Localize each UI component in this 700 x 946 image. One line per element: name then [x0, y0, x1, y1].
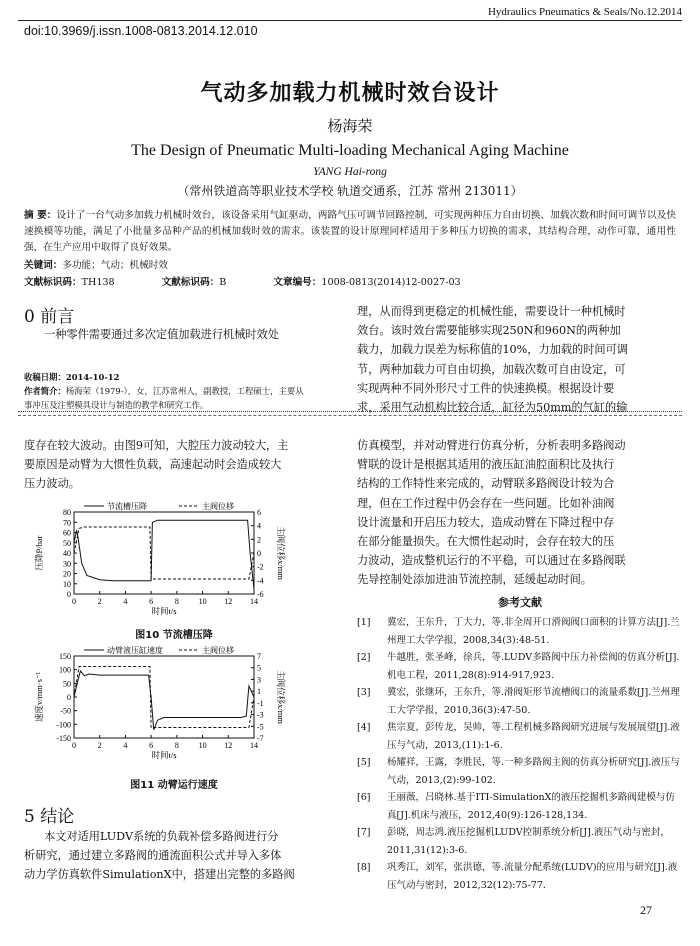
- y-tick-label: 20: [63, 569, 71, 579]
- figure-10-caption: 图10 节流槽压降: [135, 630, 213, 641]
- conclusion-text: [24, 827, 344, 885]
- x-tick-label: 2: [97, 597, 102, 606]
- y2-tick-label: -4: [257, 576, 264, 586]
- y2-tick-label: -6: [257, 590, 264, 599]
- footnote: [24, 370, 344, 412]
- page-divider-secondary: [18, 415, 682, 416]
- page-number: 27: [640, 903, 652, 917]
- y-tick-label: -150: [56, 734, 71, 743]
- reference-item: [2] 牛越胜，张圣峰，徐兵，等.LUDV多路阀中压力补偿阀的仿真分析[J].机电工程，2011,28(8):914-917,923.: [357, 652, 680, 681]
- x-tick-label: 6: [149, 597, 154, 606]
- title-en: The Design of Pneumatic Multi-loading Mechanical Aging Machine: [131, 142, 569, 159]
- article-meta: [24, 274, 676, 288]
- x-tick-label: 14: [250, 597, 258, 606]
- x-tick-label: 2: [97, 741, 102, 750]
- y2-tick-label: -3: [257, 710, 264, 720]
- reference-item: [4] 焦宗夏，彭传龙，吴帅，等.工程机械多路阀研究进展与发展展望[J].液压与气动，2013,(11):1-6.: [357, 722, 680, 751]
- x-tick-label: 4: [123, 597, 128, 606]
- x-tick-label: 6: [149, 741, 154, 750]
- y-tick-label: -100: [56, 720, 71, 730]
- keywords: [24, 257, 676, 271]
- text-line: 动力学仿真软件SimulationX中，搭建出完整的多路阀: [24, 868, 295, 882]
- page-divider: [18, 411, 682, 412]
- text-line: 力波动，造成整机运行的不平稳，可以通过在多路阀联: [357, 554, 626, 568]
- text-line: 先导控制处添加进油节流控制，延缓起动时间。: [357, 573, 592, 587]
- page-title: 气动多加载力机械时效台设计: [200, 81, 500, 106]
- text-line: 度存在较大波动。由图9可知，大腔压力波动较大，主: [24, 439, 289, 452]
- y2-axis-label: 主阀位移x/mm: [276, 670, 286, 724]
- doc-code: 文献标识码：B: [161, 277, 227, 288]
- plot-frame: [74, 656, 254, 738]
- text-line: 理，从而得到更稳定的机械性能，需要设计一种机械时: [357, 305, 626, 318]
- intro-right-text: [357, 302, 683, 417]
- y-tick-label: 50: [63, 538, 71, 548]
- y-tick-label: 70: [63, 518, 71, 528]
- reference-item: [8] 巩秀江，刘军，张洪德，等.流量分配系统(LUDV)的应用与研究[J].液压气动与密封，2012,32(12):75-77.: [357, 862, 678, 891]
- series-line-1: [74, 671, 254, 730]
- series-line-2: [74, 527, 254, 579]
- author-cn: 杨海荣: [327, 117, 373, 135]
- references-heading: 参考文献: [498, 596, 542, 609]
- x-tick-label: 10: [198, 741, 207, 750]
- y2-tick-label: 6: [257, 508, 261, 517]
- text-line: 要原因是动臂为大惯性负载，高速起动时会造成较大: [24, 458, 282, 472]
- text-line: 结构的工作特性来完成的，动臂联多路阀设计较为合: [357, 477, 615, 491]
- reference-item: [1] 冀宏，王东升，丁大力，等.非全周开口滑阀阀口面积的计算方法[J].兰州理工大学学报，2008,34(3):48-51.: [357, 617, 680, 646]
- y2-tick-label: 5: [257, 663, 261, 673]
- journal-header: Hydraulics Pneumatics & Seals/No.12.2014: [487, 6, 682, 18]
- y2-tick-label: -1: [257, 698, 264, 708]
- x-axis-label: 时间t/s: [151, 750, 177, 760]
- figure-11-caption: 图11 动臂运行速度: [130, 780, 218, 791]
- keywords-label: 关键词：: [24, 260, 63, 271]
- y-axis-label: 压降P/bar: [34, 535, 44, 571]
- y-tick-label: -50: [60, 706, 71, 716]
- text-line: 理，但在工作过程中仍会存在一些问题。比如补油阀: [357, 496, 615, 510]
- y2-tick-label: 4: [257, 521, 261, 531]
- right-lower-text: [357, 436, 683, 590]
- y2-tick-label: 3: [257, 675, 261, 685]
- y-tick-label: 150: [59, 652, 71, 661]
- section-heading-5: 5 结论: [24, 807, 75, 827]
- text-line: 臂联的设计是根据其适用的液压缸油腔面积比及执行: [357, 458, 615, 472]
- text-line: 节，两种加载力可自由切换，加载次数可自由设定，可: [357, 362, 626, 376]
- text-line: 在部分能量损失。在大惯性起动时，会存在较大的压: [357, 535, 615, 549]
- y2-tick-label: -5: [257, 722, 264, 732]
- reference-item: [7] 彭晓，周志鸿.液压挖掘机LUDV控制系统分析[J].液压气动与密封，2011,31(12):3-6.: [357, 827, 670, 856]
- y-tick-label: 60: [63, 528, 71, 538]
- y-tick-label: 10: [63, 579, 71, 589]
- abstract: [24, 208, 676, 256]
- x-tick-label: 8: [174, 597, 179, 606]
- text-line: 析研究，通过建立多路阀的通流面积公式并导入多体: [24, 849, 282, 863]
- y-tick-label: 80: [63, 508, 71, 517]
- x-tick-label: 12: [224, 741, 233, 750]
- y-tick-label: 50: [63, 679, 71, 689]
- y2-tick-label: -2: [257, 562, 264, 572]
- x-tick-label: 14: [250, 741, 258, 750]
- author-bio: 作者简介：杨海荣（1979-），女，江苏常州人，副教授，工程硕士，主要从: [24, 386, 304, 396]
- legend-label-a: 节流槽压降: [107, 502, 147, 511]
- legend-label-b: 主阀位移: [202, 646, 234, 655]
- author-en: YANG Hai-rong: [313, 166, 387, 178]
- text-line: 效台。该时效台需要能够实现250N和960N的两种加: [357, 324, 621, 338]
- x-tick-label: 0: [72, 741, 76, 750]
- text-line: 压力波动。: [24, 477, 80, 491]
- y-tick-label: 0: [67, 693, 71, 702]
- x-tick-label: 10: [198, 597, 207, 606]
- series-line-2: [74, 667, 254, 728]
- x-tick-label: 12: [224, 597, 233, 606]
- text-line: 仿真模型，并对动臂进行仿真分析，分析表明多路阀动: [357, 439, 626, 452]
- text-line: 本文对适用LUDV系统的负载补偿多路阀进行分: [44, 830, 279, 843]
- y-tick-label: 0: [67, 590, 71, 599]
- x-axis-label: 时间t/s: [151, 606, 177, 616]
- y2-tick-label: 2: [257, 535, 261, 545]
- clc-code: 文献标识码：TH138: [24, 277, 115, 288]
- figure-11-chart: [30, 644, 300, 769]
- y2-tick-label: 1: [257, 687, 261, 697]
- y2-tick-label: 0: [257, 549, 261, 558]
- lower-left-text: [24, 436, 344, 494]
- legend-label-a: 动臂液压缸速度: [107, 646, 163, 655]
- article-number: 文章编号：1008-0813(2014)12-0027-03: [273, 277, 461, 288]
- text-line: 载力，加载力误差为标称值的10%，力加载的时间可调: [357, 343, 628, 357]
- y-tick-label: 100: [59, 665, 71, 675]
- x-tick-label: 0: [72, 597, 76, 606]
- text-line: 设计流量和开启压力较大，造成动臂在下降过程中存: [357, 515, 615, 529]
- x-tick-label: 4: [123, 741, 128, 750]
- x-tick-label: 8: [174, 741, 179, 750]
- references-list: [357, 614, 683, 894]
- text-line: 求，采用气动机构比较合适，缸径为50mm的气缸的输: [357, 401, 628, 415]
- y-axis-label: 速度v/mm·s⁻¹: [34, 671, 44, 723]
- keywords-text: 多功能；气动；机械时效: [62, 260, 168, 271]
- reference-item: [6] 王丽薇，吕晓林.基于ITI-SimulationX的液压挖掘机多路阀建模与仿真[J].机床与液压，2012,40(9):126-128,134.: [357, 792, 675, 821]
- received-date: 收稿日期：2014-10-12: [24, 372, 120, 382]
- header-rule: [18, 20, 682, 21]
- y2-axis-label: 主阀位移x/mm: [276, 526, 286, 580]
- figure-10-chart: [30, 500, 300, 620]
- y2-tick-label: -7: [257, 734, 264, 743]
- abstract-label: 摘 要：: [24, 210, 57, 221]
- legend-label-b: 主阀位移: [202, 502, 234, 511]
- reference-item: [3] 冀宏，张继环，王东升，等.滑阀矩形节流槽阀口的流量系数[J].兰州理工大学学报，2010,36(3):47-50.: [357, 687, 680, 716]
- text-line: 实现两种不同外形尺寸工件的快速换模。根据设计要: [357, 381, 615, 395]
- y-tick-label: 40: [63, 549, 71, 558]
- doi-link[interactable]: doi:10.3969/j.issn.1008-0813.2014.12.010: [24, 24, 258, 38]
- y2-tick-label: 7: [257, 652, 261, 661]
- plot-frame: [74, 512, 254, 594]
- abstract-text: 设计了一台气动多加载力机械时效台，该设备采用气缸驱动，两路气压可调节回路控制，可实现两种压力自由切换、加载次数和时间可调节以及快速换模等功能，满足了小批量多品种产品的机械加载时效的需求。该装置的设计原理同样适用于多种压力切换的需求，其结构合理，动作可靠，通用性强，在生产应用中取得了良好效果。: [24, 210, 677, 253]
- affiliation: （常州铁道高等职业技术学校 轨道交通系，江苏 常州 213011）: [177, 184, 523, 198]
- y-tick-label: 30: [63, 559, 71, 569]
- author-bio-cont: 事冲压及注塑模具设计与制造的教学和研究工作。: [24, 400, 209, 410]
- section-heading-0: 0 前言: [24, 307, 75, 327]
- reference-item: [5] 杨耀祥，王露，李胜民，等.一种多路阀主阀的仿真分析研究[J].液压与气动，2013,(2):99-102.: [357, 757, 680, 786]
- intro-left-line: 一种零件需要通过多次定值加载进行机械时效处: [44, 328, 279, 341]
